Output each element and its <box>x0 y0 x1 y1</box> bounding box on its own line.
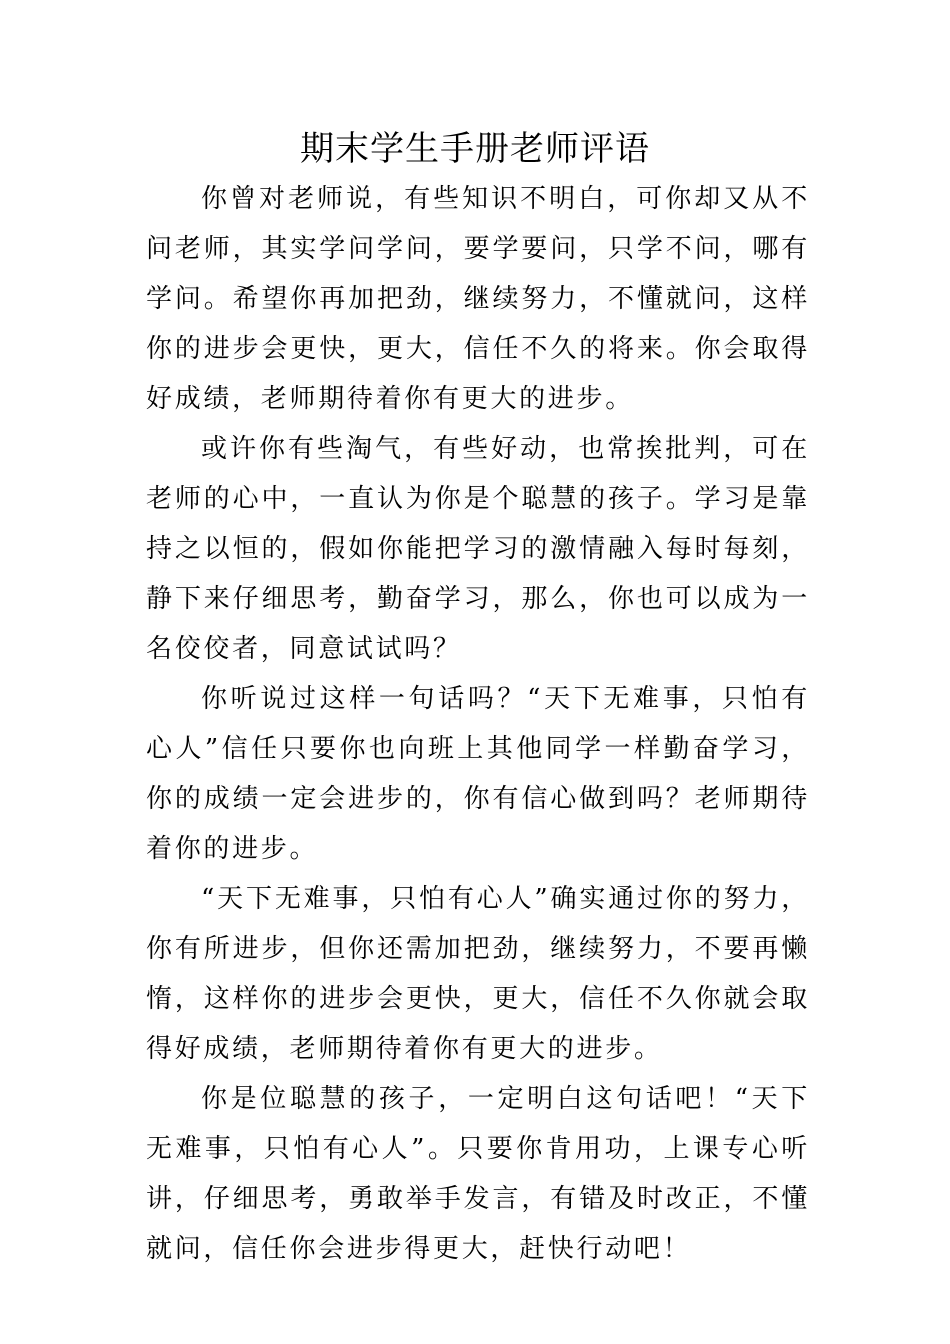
paragraph-1: 你曾对老师说，有些知识不明白，可你却又从不问老师，其实学问学问，要学要问，只学不问，哪有学问。希望你再加把劲，继续努力，不懂就问，这样你的进步会更快，更大，信任不久的将来。你会取得好成绩，老师期待着你有更大的进步。 <box>146 184 810 414</box>
paragraph-3: 你听说过这样一句话吗？“天下无难事，只怕有心人”信任只要你也向班上其他同学一样勤奋学习，你的成绩一定会进步的，你有信心做到吗？老师期待着你的进步。 <box>146 684 810 864</box>
document-body <box>146 174 810 1274</box>
document-title: 期末学生手册老师评语 <box>300 129 650 169</box>
paragraph-4: “天下无难事，只怕有心人”确实通过你的努力，你有所进步，但你还需加把劲，继续努力，不要再懒惰，这样你的进步会更快，更大，信任不久你就会取得好成绩，老师期待着你有更大的进步。 <box>146 884 810 1064</box>
paragraph-2: 或许你有些淘气，有些好动，也常挨批判，可在老师的心中，一直认为你是个聪慧的孩子。学习是靠持之以恒的，假如你能把学习的激情融入每时每刻，静下来仔细思考，勤奋学习，那么，你也可以成为一名佼佼者，同意试试吗？ <box>146 434 810 664</box>
paragraph-5: 你是位聪慧的孩子，一定明白这句话吧！“天下无难事，只怕有心人”。只要你肯用功，上课专心听讲，仔细思考，勇敢举手发言，有错及时改正，不懂就问，信任你会进步得更大，赶快行动吧！ <box>146 1084 810 1264</box>
